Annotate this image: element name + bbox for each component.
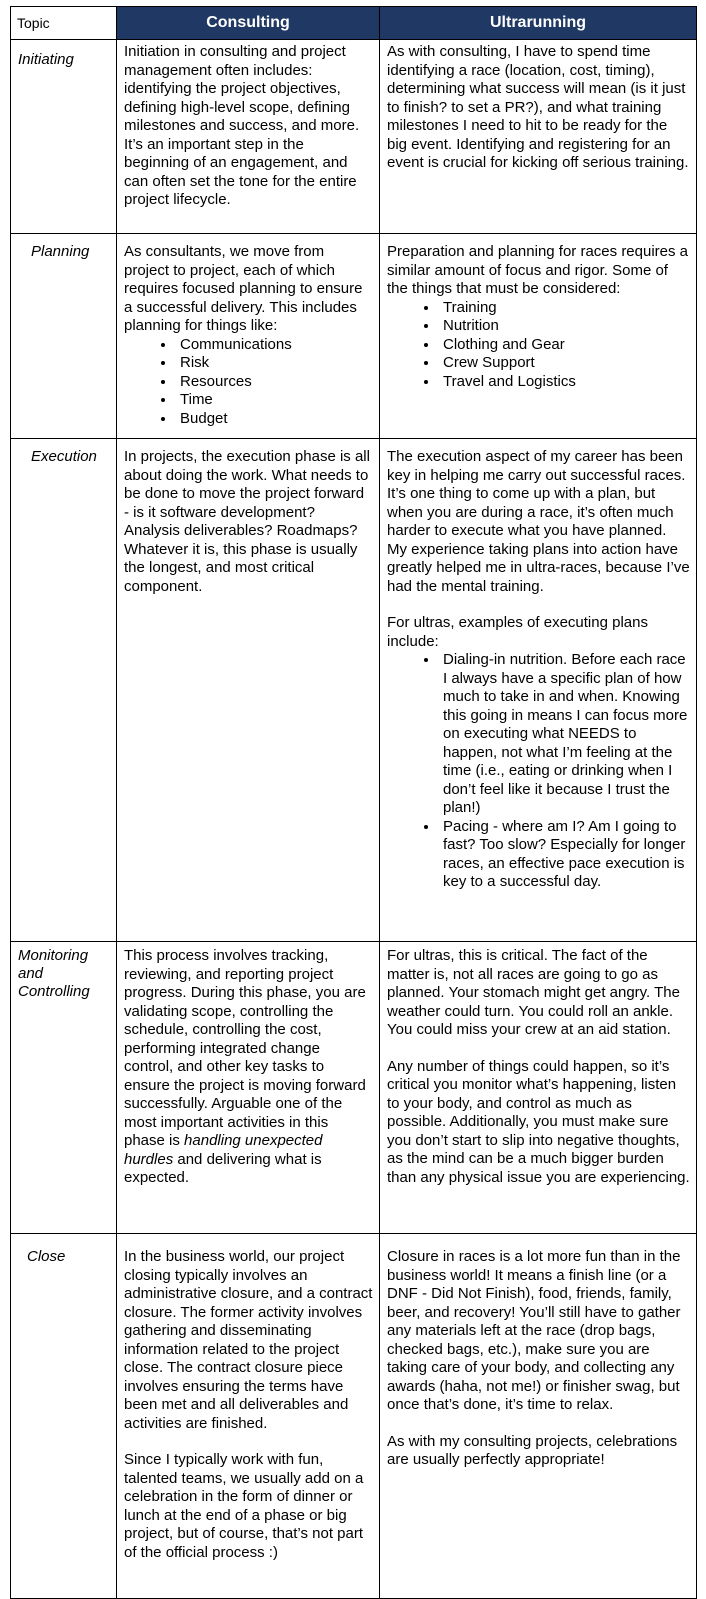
header-consulting: Consulting [117, 7, 380, 40]
topic-planning [11, 234, 117, 439]
paragraph: As with my consulting projects, celebrations are usually perfectly appropriate! [387, 1432, 678, 1468]
text-run: and delivering what is expected. [124, 1150, 322, 1186]
row-close [11, 1234, 697, 1599]
list-item: • Nutrition [439, 317, 690, 336]
list-item: • Travel and Logistics [439, 373, 690, 392]
row-monitoring [11, 942, 697, 1234]
paragraph: As consultants, we move from project to project, each of which requires focused planning to ensure a successful delivery. This includes planning for things like: [124, 243, 363, 334]
list-item: • Training [439, 299, 690, 318]
paragraph: Closure in races is a lot more fun than in the business world! It means a finish line (or a DNF - Did Not Finish), food, friends, family, beer, and recovery! You’ll still have to gather any materials left at the race (drop bags, checked bags, etc.), make sure you are taking care of your body, and collecting any awards (haha, not me!) or finisher swag, but once that’s done, it’s time to relax. [387, 1248, 681, 1413]
list-item: • Budget [176, 410, 373, 429]
paragraph: For ultras, examples of executing plans include: [387, 614, 648, 650]
ultrarunning-planning [380, 234, 697, 439]
topic-monitoring [11, 942, 117, 1234]
paragraph [124, 947, 373, 1188]
paragraph: Since I typically work with fun, talented teams, we usually add on a celebration in the form of dinner or lunch at the end of a phase or big project, but of course, that’s not part of the official process :) [124, 1451, 364, 1561]
consulting-initiating [117, 40, 380, 234]
topic-label: Initiating [18, 51, 74, 68]
topic-initiating [11, 40, 117, 234]
paragraph: In projects, the execution phase is all about doing the work. What needs to be done to move the project forward - is it software development? Analysis deliverables? Roadmaps? Whatever it is, this phase is usually the longest, and most critical component. [124, 448, 370, 595]
list-item: • Dialing-in nutrition. Before each race I always have a specific plan of how much to take in and when. Knowing this going in means I can focus more on executing what NEEDS to happen, not what I’m feeling at the time (i.e., eating or drinking when I don’t feel like it because I trust the plan!) [439, 651, 690, 818]
ultrarunning-initiating [380, 40, 697, 234]
ultrarunning-close [380, 1234, 697, 1599]
topic-execution [11, 439, 117, 942]
topic-label: Execution [31, 448, 97, 465]
topic-label: Close [27, 1248, 66, 1265]
paragraph: In the business world, our project closing typically involves an administrative closure, and a contract closure. The former activity involves gathering and disseminating information related to the project close. The contract closure piece involves ensuring the terms have been met and all deliverables and activities are finished. [124, 1248, 373, 1432]
list-item: • Resources [176, 373, 373, 392]
consulting-planning [117, 234, 380, 439]
row-planning [11, 234, 697, 439]
bullet-list [124, 336, 373, 429]
topic-label: Planning [31, 243, 90, 260]
paragraph: For ultras, this is critical. The fact of the matter is, not all races are going to go as planned. Your stomach might get angry. The weather could turn. You could roll an ankle. You could miss your crew at an aid station. [387, 947, 680, 1038]
paragraph: As with consulting, I have to spend time identifying a race (location, cost, timing), determining what success will mean (is it just to finish? to set a PR?), and what training milestones I need to hit to be ready for the big event. Identifying and registering for an event is crucial for kicking off serious training. [387, 43, 689, 171]
topic-label-line: and [18, 965, 44, 982]
consulting-monitoring [117, 942, 380, 1234]
bullet-list [387, 651, 690, 892]
list-item: • Crew Support [439, 354, 690, 373]
list-item: • Risk [176, 354, 373, 373]
text-run: This process involves tracking, reviewing, and reporting project progress. During this phase, you are validating scope, controlling the schedule, controlling the cost, performing integrated change control, and other key tasks to ensure the project is moving forward successfully. Arguable one of the most important activities in this phase is [124, 947, 366, 1149]
consulting-close [117, 1234, 380, 1599]
paragraph: Any number of things could happen, so it’s critical you monitor what’s happening, listen to your body, and control as much as possible. Additionally, you must make sure you don’t start to slip into negative thoughts, as the mind can be a much bigger burden than any physical issue you are experiencing. [387, 1057, 690, 1186]
paragraph: The execution aspect of my career has been key in helping me carry out successful races. It’s one thing to come up with a plan, but when you are during a race, it’s often much harder to execute what you have planned. My experience taking plans into action have greatly helped me in ultra-races, because I’ve had the mental training. [387, 448, 690, 595]
list-item: • Time [176, 391, 373, 410]
paragraph: Initiation in consulting and project management often includes: identifying the project objectives, defining high-level scope, defining milestones and success, and more. It’s an important step in the beginning of an engagement, and can often set the tone for the entire project lifecycle. [124, 43, 360, 208]
consulting-execution [117, 439, 380, 942]
list-item: • Pacing - where am I? Am I going to fast? Too slow? Especially for longer races, an effective pace execution is key to a successful day. [439, 818, 690, 892]
list-item: • Communications [176, 336, 373, 355]
header-topic: Topic [11, 7, 117, 40]
bullet-list [387, 299, 690, 392]
emphasis-text: handling unexpected hurdles [124, 1132, 323, 1168]
row-execution [11, 439, 697, 942]
row-initiating [11, 40, 697, 234]
list-item: • Clothing and Gear [439, 336, 690, 355]
header-row [11, 7, 697, 40]
topic-close [11, 1234, 117, 1599]
paragraph: Preparation and planning for races requires a similar amount of focus and rigor. Some of the things that must be considered: [387, 243, 689, 297]
ultrarunning-monitoring [380, 942, 697, 1234]
ultrarunning-execution [380, 439, 697, 942]
comparison-table [10, 6, 697, 1599]
topic-label-line: Controlling [18, 983, 90, 1000]
header-ultrarunning: Ultrarunning [380, 7, 697, 40]
topic-label-line: Monitoring [18, 947, 89, 964]
